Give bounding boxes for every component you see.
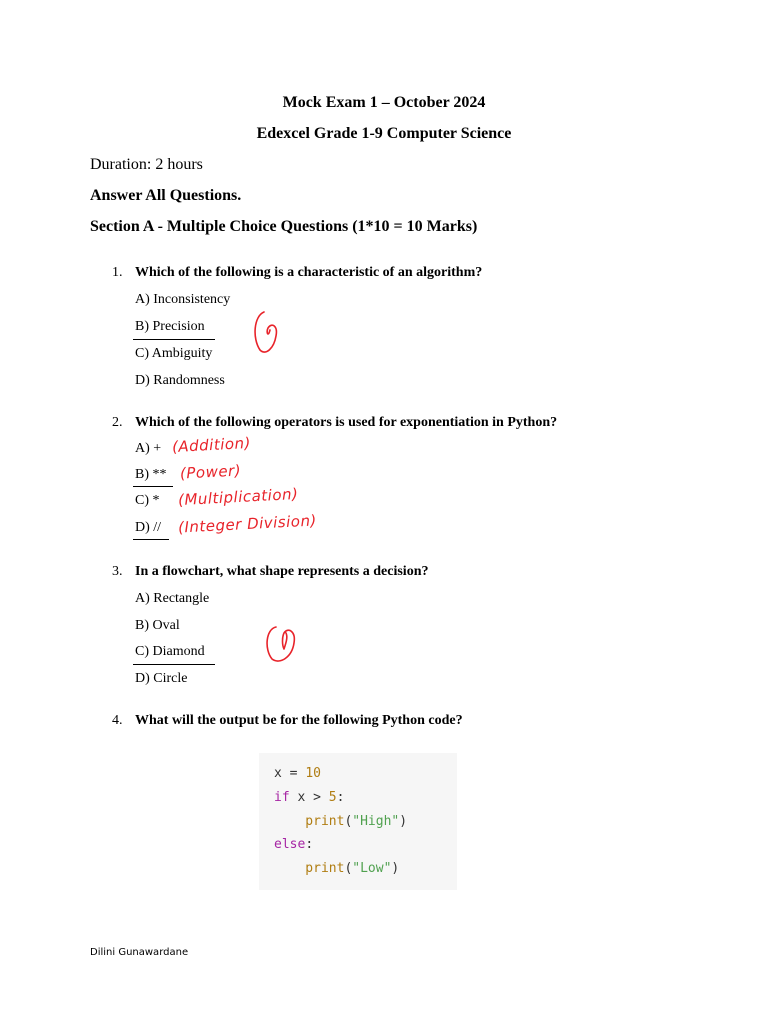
code-token: if [274,790,290,805]
option-d: D) Circle [135,671,188,686]
question-number: 4. [112,713,123,728]
code-token: : [336,790,345,805]
code-token: : [305,837,314,852]
exam-subtitle: Edexcel Grade 1-9 Computer Science [256,125,512,142]
answer-underline [133,486,173,487]
option-b: B) Precision [135,319,205,334]
code-token: else [274,837,306,852]
instruction: Answer All Questions. [90,187,242,204]
option-c: C) * [135,493,160,508]
option-d: D) // [135,520,162,535]
handwritten-note: (Multiplication) [177,484,299,510]
section-heading: Section A - Multiple Choice Questions (1*10 = 10 Marks) [90,218,478,235]
code-line [274,814,407,829]
answer-underline [133,539,169,540]
tick-mark-icon [262,623,302,665]
option-b: B) Oval [135,618,180,633]
code-token: ( [344,861,353,876]
question-text: Which of the following operators is used for exponentiation in Python? [135,415,558,430]
answer-underline [133,339,215,340]
question-number: 1. [112,265,123,280]
code-token: "High" [352,814,400,829]
handwritten-note: (Integer Division) [177,511,318,537]
option-c: C) Diamond [135,644,205,659]
code-token: 5 [328,790,337,805]
code-token: x = [274,766,306,781]
option-a: A) Inconsistency [135,292,231,307]
footer-author: Dilini Gunawardane [90,947,189,958]
handwritten-note: (Addition) [171,433,252,457]
question-number: 3. [112,564,123,579]
question-number: 2. [112,415,123,430]
tick-mark-icon [250,308,284,356]
code-token: print [274,861,345,876]
code-line [274,861,399,876]
question-text: Which of the following is a characteristic of an algorithm? [135,265,483,280]
question-text: In a flowchart, what shape represents a decision? [135,564,429,579]
answer-underline [133,664,215,665]
code-token: x > [289,790,329,805]
exam-title: Mock Exam 1 – October 2024 [282,94,486,111]
code-token: 10 [305,766,321,781]
option-d: D) Randomness [135,373,225,388]
code-block [259,753,457,890]
code-token: print [274,814,345,829]
option-a: A) Rectangle [135,591,210,606]
code-token: ) [391,861,400,876]
handwritten-note: (Power) [179,461,242,483]
option-b: B) ** [135,467,167,482]
code-token: ( [344,814,353,829]
duration: Duration: 2 hours [90,156,203,173]
option-a: A) + [135,441,162,456]
code-token: ) [399,814,408,829]
question-text: What will the output be for the following Python code? [135,713,463,728]
code-line [274,766,321,781]
code-token: "Low" [352,861,392,876]
option-c: C) Ambiguity [135,346,213,361]
code-line [274,837,313,852]
code-line [274,790,344,805]
